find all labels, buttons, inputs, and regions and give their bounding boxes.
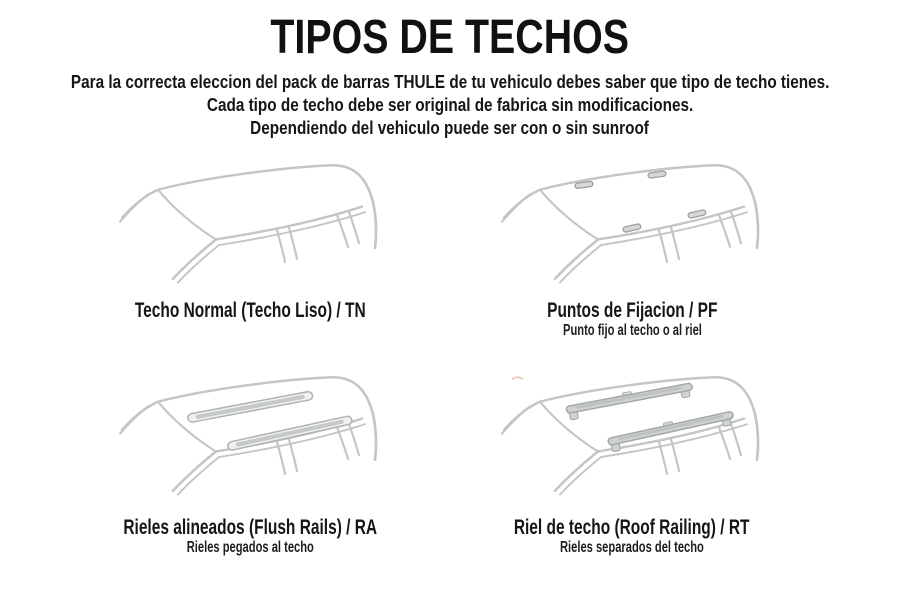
intro-line-1: Para la correcta eleccion del pack de barras THULE de tu vehiculo debes saber que tipo de techo tienes.: [70, 72, 830, 92]
roof-type-card-pf: [452, 156, 812, 340]
intro-paragraph: [0, 71, 900, 140]
roof-flush-rails-illustration: [100, 368, 400, 518]
page-title-text: TIPOS DE TECHOS: [270, 11, 630, 64]
roof-type-subtitle-rt: Rieles separados del techo: [560, 539, 704, 556]
roof-type-subtitle-ra: Rieles pegados al techo: [186, 539, 314, 556]
roof-type-caption-pf: Puntos de Fijacion / PF: [546, 298, 718, 322]
roof-type-card-rt: [452, 368, 812, 557]
roof-type-caption-tn: Techo Normal (Techo Liso) / TN: [134, 298, 366, 322]
roof-fixpoints-illustration: [482, 156, 782, 306]
roof-type-caption-ra: Rieles alineados (Flush Rails) / RA: [123, 515, 377, 539]
intro-line-2: Cada tipo de techo debe ser original de fabrica sin modificaciones.: [206, 95, 694, 115]
flush-rail-shapes: [187, 391, 353, 451]
roof-normal-illustration: [100, 156, 400, 306]
roof-type-caption-rt: Riel de techo (Roof Railing) / RT: [514, 515, 750, 539]
roof-type-subtitle-pf: Punto fijo al techo o al riel: [562, 322, 702, 339]
roof-railing-illustration: [482, 368, 782, 518]
roof-type-card-tn: [70, 156, 430, 322]
intro-line-3: Dependiendo del vehiculo puede ser con o sin sunroof: [250, 118, 650, 138]
red-artifact-mark: [512, 377, 523, 379]
page-title: [0, 12, 900, 64]
roof-type-card-ra: [70, 368, 430, 557]
